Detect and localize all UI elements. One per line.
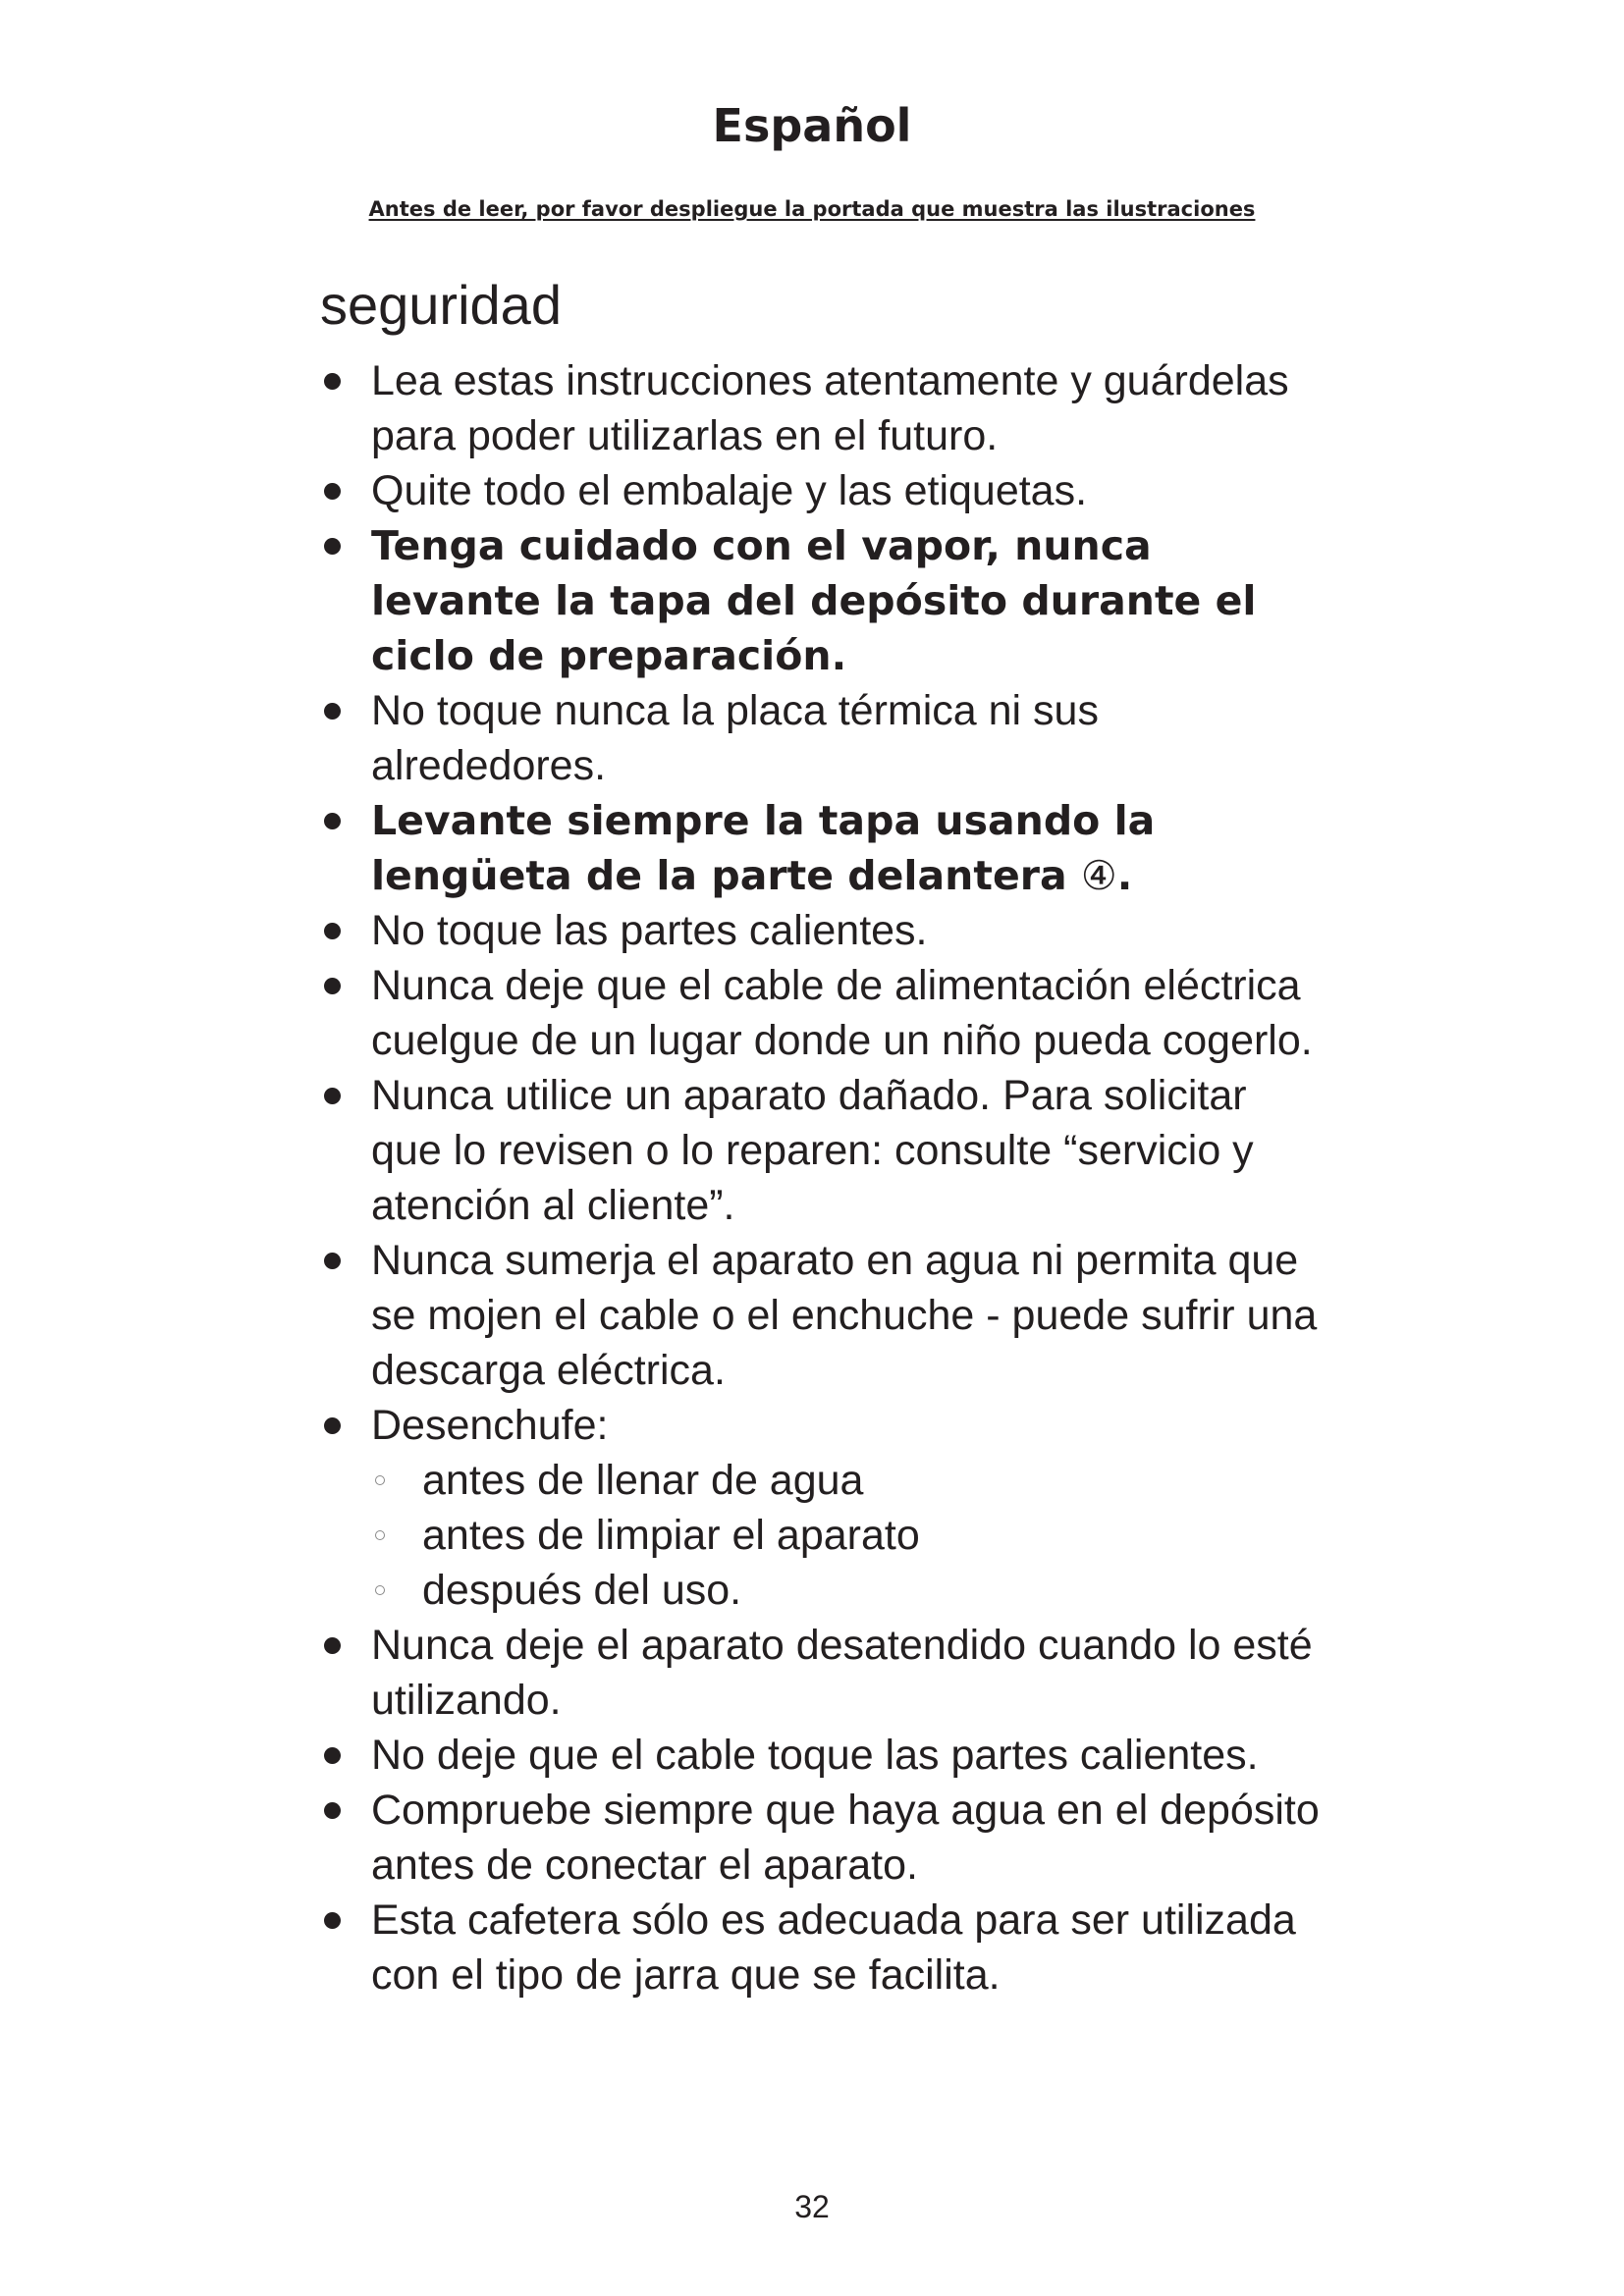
safety-item <box>314 903 1326 958</box>
safety-item <box>314 353 1326 463</box>
safety-item <box>314 683 1326 793</box>
sub-item-text: antes de llenar de agua <box>422 1457 864 1504</box>
safety-item <box>314 463 1326 518</box>
safety-item <box>314 1893 1326 2002</box>
sub-list-item <box>371 1508 1326 1563</box>
bullet-icon <box>324 538 341 555</box>
sub-list-item <box>371 1563 1326 1618</box>
safety-item-text: Desenchufe: <box>371 1402 609 1449</box>
safety-item <box>314 1233 1326 1398</box>
unplug-sub-list <box>371 1453 1326 1618</box>
safety-item-text: No toque las partes calientes. <box>371 907 928 954</box>
figure-reference: ④ <box>1080 852 1117 899</box>
hollow-bullet-icon <box>375 1530 385 1540</box>
bullet-icon <box>324 1637 341 1654</box>
safety-item <box>314 1398 1326 1618</box>
safety-item-text: No toque nunca la placa térmica ni sus alrededores. <box>371 687 1099 789</box>
bullet-icon <box>324 813 341 829</box>
bullet-icon <box>324 1747 341 1764</box>
bullet-icon <box>324 703 341 720</box>
safety-item-text: Lea estas instrucciones atentamente y guárdelas para poder utilizarlas en el futuro. <box>371 357 1289 459</box>
bullet-icon <box>324 1253 341 1269</box>
bullet-icon <box>324 483 341 500</box>
safety-item-text: Quite todo el embalaje y las etiquetas. <box>371 467 1088 514</box>
safety-item-text: Nunca utilice un aparato dañado. Para solicitar que lo revisen o lo reparen: consulte “servicio y atención al cliente”. <box>371 1072 1254 1229</box>
safety-item-text: Levante siempre la tapa usando la lengüeta de la parte delantera <box>371 797 1156 899</box>
sub-item-text: antes de limpiar el aparato <box>422 1512 920 1559</box>
bullet-icon <box>324 978 341 994</box>
safety-item-text: Tenga cuidado con el vapor, nunca levante la tapa del depósito durante el ciclo de preparación. <box>371 522 1257 679</box>
bullet-icon <box>324 1802 341 1819</box>
hollow-bullet-icon <box>375 1475 385 1485</box>
bullet-icon <box>324 923 341 939</box>
safety-item <box>314 1068 1326 1233</box>
safety-item-text: No deje que el cable toque las partes calientes. <box>371 1732 1259 1779</box>
safety-item-end: . <box>1116 852 1133 899</box>
safety-list <box>314 353 1326 2002</box>
sub-list-item <box>371 1453 1326 1508</box>
safety-item <box>314 958 1326 1068</box>
language-title: Español <box>712 99 912 152</box>
page-number: 32 <box>794 2189 830 2224</box>
safety-item-text: Nunca deje que el cable de alimentación eléctrica cuelgue de un lugar donde un niño pueda cogerlo. <box>371 962 1313 1064</box>
bullet-icon <box>324 1417 341 1434</box>
safety-item <box>314 1728 1326 1783</box>
bullet-icon <box>324 1912 341 1929</box>
safety-item-text: Esta cafetera sólo es adecuada para ser utilizada con el tipo de jarra que se facilita. <box>371 1896 1296 1999</box>
bullet-icon <box>324 1088 341 1104</box>
safety-item <box>314 1783 1326 1893</box>
safety-item <box>314 1618 1326 1728</box>
safety-item-warning <box>314 518 1326 683</box>
bullet-icon <box>324 373 341 390</box>
sub-item-text: después del uso. <box>422 1567 742 1614</box>
intro-note: Antes de leer, por favor despliegue la portada que muestra las ilustraciones <box>368 197 1256 221</box>
hollow-bullet-icon <box>375 1585 385 1595</box>
safety-item-warning <box>314 793 1326 903</box>
section-title: seguridad <box>320 274 562 336</box>
safety-item-text: Nunca sumerja el aparato en agua ni permita que se mojen el cable o el enchuche - puede sufrir una descarga eléctrica. <box>371 1237 1318 1394</box>
safety-item-text: Nunca deje el aparato desatendido cuando lo esté utilizando. <box>371 1622 1313 1724</box>
safety-item-text: Compruebe siempre que haya agua en el depósito antes de conectar el aparato. <box>371 1787 1320 1889</box>
